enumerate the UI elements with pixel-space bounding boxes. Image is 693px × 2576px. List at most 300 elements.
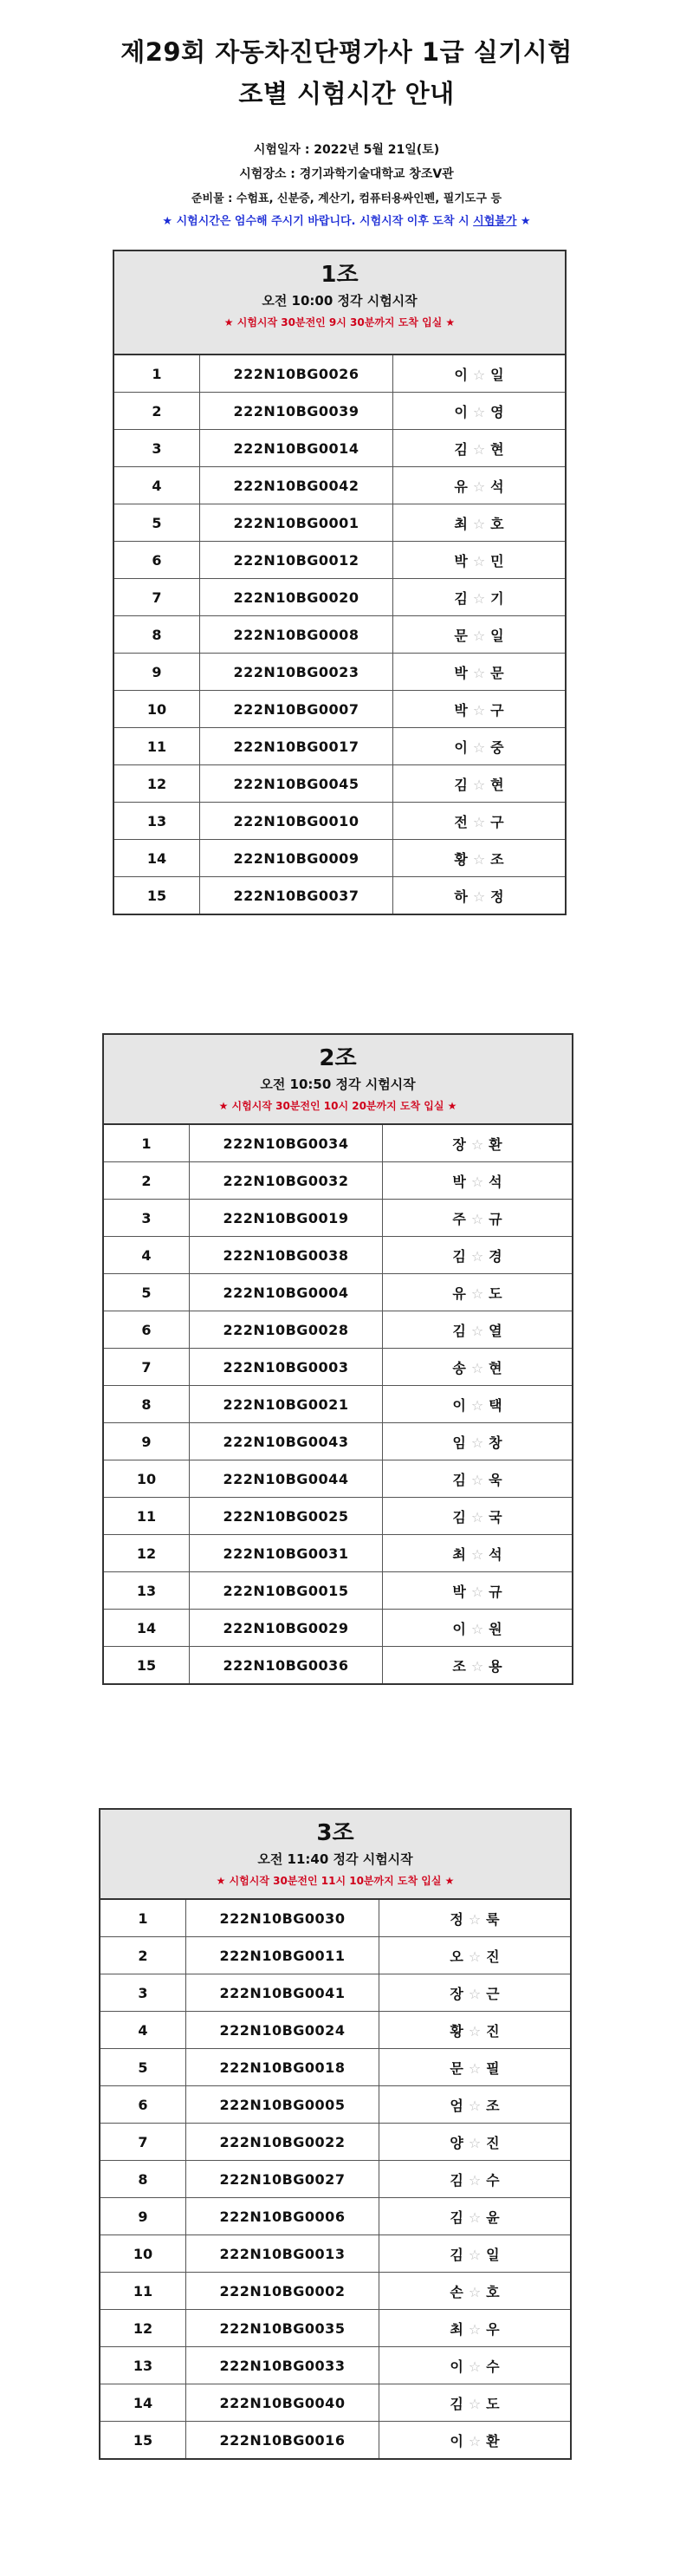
table-row (100, 2086, 570, 2124)
star-mask-icon: ☆ (470, 1583, 484, 1600)
star-mask-icon: ☆ (470, 1396, 484, 1414)
row-number: 9 (114, 654, 200, 691)
exam-id: 222N10BG0033 (186, 2347, 379, 2384)
group-block (102, 1033, 573, 1685)
exam-id: 222N10BG0030 (186, 1900, 379, 1937)
name-first-char: 조 (452, 1657, 466, 1675)
name-last-char: 중 (490, 738, 504, 756)
star-mask-icon: ☆ (468, 2134, 482, 2151)
name-first-char: 이 (450, 2358, 463, 2375)
name-last-char: 규 (489, 1583, 502, 1600)
examinee-name (379, 2049, 571, 2086)
table-row (104, 1200, 572, 1237)
table-row (100, 2124, 570, 2161)
table-row (114, 430, 565, 467)
star-mask-icon: ☆ (472, 701, 486, 719)
star-mask-icon: ☆ (472, 850, 486, 868)
name-first-char: 문 (450, 2059, 463, 2077)
name-last-char: 현 (490, 776, 504, 793)
name-last-char: 규 (489, 1210, 502, 1227)
name-first-char: 송 (452, 1359, 466, 1376)
examinee-name (383, 1162, 573, 1200)
exam-id: 222N10BG0043 (190, 1423, 383, 1460)
table-row (104, 1237, 572, 1274)
exam-id: 222N10BG0022 (186, 2124, 379, 2161)
star-mask-icon: ☆ (472, 589, 486, 607)
star-mask-icon: ☆ (468, 2246, 482, 2263)
star-mask-icon: ☆ (470, 1620, 484, 1637)
exam-id: 222N10BG0031 (190, 1535, 383, 1572)
row-number: 5 (114, 504, 200, 542)
row-number: 10 (100, 2235, 186, 2273)
examinee-name (383, 1386, 573, 1423)
row-number: 6 (100, 2086, 186, 2124)
examinee-name (393, 579, 566, 616)
star-mask-icon: ☆ (470, 1247, 484, 1265)
name-first-char: 김 (450, 2246, 463, 2263)
star-mask-icon: ☆ (472, 552, 486, 569)
name-first-char: 유 (452, 1285, 466, 1302)
row-number: 4 (104, 1237, 190, 1274)
table-row (104, 1647, 572, 1684)
name-first-char: 임 (452, 1434, 466, 1451)
star-mask-icon: ☆ (472, 813, 486, 830)
notice-emphasis: 시험불가 (473, 215, 517, 228)
group-header (104, 1035, 572, 1125)
table-row (114, 765, 565, 803)
star-mask-icon: ☆ (472, 440, 486, 458)
examinee-name (383, 1535, 573, 1572)
examinee-name (383, 1647, 573, 1684)
exam-id: 222N10BG0032 (190, 1162, 383, 1200)
examinee-name (383, 1237, 573, 1274)
row-number: 3 (114, 430, 200, 467)
name-first-char: 박 (452, 1583, 466, 1600)
name-last-char: 도 (486, 2395, 500, 2412)
name-first-char: 김 (450, 2171, 463, 2189)
name-last-char: 도 (489, 1285, 502, 1302)
exam-id: 222N10BG0012 (200, 542, 393, 579)
name-last-char: 수 (486, 2358, 500, 2375)
name-first-char: 이 (454, 403, 468, 420)
row-number: 4 (114, 467, 200, 504)
name-first-char: 주 (452, 1210, 466, 1227)
examinee-name (393, 654, 566, 691)
exam-id: 222N10BG0014 (200, 430, 393, 467)
examinee-name (393, 542, 566, 579)
examinee-name (393, 467, 566, 504)
table-row (104, 1460, 572, 1498)
group-name: 1조 (321, 262, 359, 288)
exam-place: 시험장소 : 경기과학기술대학교 창조V관 (239, 167, 454, 181)
examinee-table (100, 1900, 570, 2458)
examinee-name (383, 1274, 573, 1311)
group-start-time: 오전 10:50 정각 시험시작 (260, 1077, 416, 1092)
table-row (114, 877, 565, 914)
group-block (113, 250, 567, 915)
name-first-char: 문 (454, 627, 468, 644)
table-row (114, 616, 565, 654)
name-first-char: 김 (450, 2395, 463, 2412)
table-row (100, 2384, 570, 2422)
table-row (104, 1349, 572, 1386)
name-last-char: 수 (486, 2171, 500, 2189)
star-mask-icon: ☆ (470, 1173, 484, 1190)
table-row (100, 1974, 570, 2012)
name-first-char: 정 (450, 1910, 463, 1928)
table-row (104, 1610, 572, 1647)
row-number: 15 (114, 877, 200, 914)
examinee-name (393, 430, 566, 467)
group-start-time: 오전 11:40 정각 시험시작 (257, 1851, 413, 1867)
table-row (104, 1423, 572, 1460)
row-number: 14 (100, 2384, 186, 2422)
row-number: 1 (100, 1900, 186, 1937)
table-row (104, 1125, 572, 1162)
exam-id: 222N10BG0024 (186, 2012, 379, 2049)
star-mask-icon: ☆ (472, 515, 486, 532)
name-first-char: 박 (454, 552, 468, 569)
star-mask-icon: ☆ (470, 1285, 484, 1302)
examinee-name (383, 1423, 573, 1460)
supplies: 준비물 : 수험표, 신분증, 계산기, 컴퓨터용싸인펜, 필기도구 등 (191, 192, 502, 205)
table-row (114, 467, 565, 504)
name-last-char: 호 (486, 2283, 500, 2300)
name-last-char: 원 (489, 1620, 502, 1637)
row-number: 4 (100, 2012, 186, 2049)
star-mask-icon: ☆ (472, 738, 486, 756)
table-row (100, 2161, 570, 2198)
row-number: 2 (104, 1162, 190, 1200)
examinee-name (383, 1610, 573, 1647)
star-mask-icon: ☆ (468, 2059, 482, 2077)
name-last-char: 근 (486, 1985, 500, 2002)
name-last-char: 석 (489, 1545, 502, 1563)
name-first-char: 장 (452, 1135, 466, 1153)
star-mask-icon: ☆ (468, 2208, 482, 2226)
name-first-char: 김 (454, 776, 468, 793)
examinee-name (383, 1200, 573, 1237)
exam-id: 222N10BG0009 (200, 840, 393, 877)
exam-id: 222N10BG0045 (200, 765, 393, 803)
row-number: 7 (114, 579, 200, 616)
star-mask-icon: ☆ (472, 664, 486, 681)
star-mask-icon: ☆ (468, 1985, 482, 2002)
exam-id: 222N10BG0040 (186, 2384, 379, 2422)
name-first-char: 최 (452, 1545, 466, 1563)
examinee-table (114, 355, 565, 914)
name-first-char: 박 (454, 701, 468, 719)
exam-id: 222N10BG0019 (190, 1200, 383, 1237)
table-row (114, 355, 565, 393)
row-number: 11 (104, 1498, 190, 1535)
star-mask-icon: ☆ (472, 366, 486, 383)
exam-id: 222N10BG0041 (186, 1974, 379, 2012)
star-mask-icon: ☆ (470, 1471, 484, 1488)
table-row (114, 691, 565, 728)
name-first-char: 김 (452, 1471, 466, 1488)
name-first-char: 이 (450, 2432, 463, 2449)
row-number: 6 (114, 542, 200, 579)
exam-id: 222N10BG0001 (200, 504, 393, 542)
name-first-char: 오 (450, 1948, 463, 1965)
examinee-name (379, 1974, 571, 2012)
examinee-name (379, 2347, 571, 2384)
table-row (100, 1937, 570, 1974)
name-last-char: 현 (490, 440, 504, 458)
row-number: 14 (114, 840, 200, 877)
name-last-char: 일 (486, 2246, 500, 2263)
exam-id: 222N10BG0026 (200, 355, 393, 393)
examinee-name (393, 803, 566, 840)
name-last-char: 우 (486, 2320, 500, 2338)
exam-id: 222N10BG0034 (190, 1125, 383, 1162)
table-row (100, 2347, 570, 2384)
star-icon: ★ (520, 215, 531, 228)
row-number: 9 (100, 2198, 186, 2235)
name-first-char: 유 (454, 478, 468, 495)
exam-id: 222N10BG0038 (190, 1237, 383, 1274)
exam-id: 222N10BG0023 (200, 654, 393, 691)
group-start-time: 오전 10:00 정각 시험시작 (262, 293, 418, 309)
examinee-name (379, 2273, 571, 2310)
group-name: 2조 (319, 1045, 357, 1071)
name-last-char: 조 (486, 2097, 500, 2114)
name-first-char: 이 (454, 738, 468, 756)
name-last-char: 구 (490, 813, 504, 830)
row-number: 13 (114, 803, 200, 840)
group-arrival-note: ★ 시험시작 30분전인 9시 30분까지 도착 입실 ★ (223, 316, 456, 329)
exam-id: 222N10BG0037 (200, 877, 393, 914)
name-last-char: 창 (489, 1434, 502, 1451)
examinee-name (379, 2422, 571, 2459)
examinee-name (379, 2235, 571, 2273)
name-last-char: 택 (489, 1396, 502, 1414)
name-last-char: 기 (490, 589, 504, 607)
name-first-char: 이 (454, 366, 468, 383)
row-number: 7 (100, 2124, 186, 2161)
star-mask-icon: ☆ (468, 1948, 482, 1965)
examinee-name (393, 877, 566, 914)
name-last-char: 정 (490, 888, 504, 905)
table-row (114, 803, 565, 840)
examinee-table (104, 1125, 572, 1683)
name-last-char: 석 (489, 1173, 502, 1190)
table-row (100, 2422, 570, 2459)
examinee-name (393, 504, 566, 542)
examinee-name (383, 1311, 573, 1349)
examinee-name (379, 2161, 571, 2198)
page-title: 제29회 자동차진단평가사 1급 실기시험 (120, 37, 573, 67)
examinee-name (393, 728, 566, 765)
star-mask-icon: ☆ (470, 1135, 484, 1153)
star-mask-icon: ☆ (472, 627, 486, 644)
exam-id: 222N10BG0025 (190, 1498, 383, 1535)
examinee-name (379, 1900, 571, 1937)
row-number: 1 (114, 355, 200, 393)
exam-id: 222N10BG0003 (190, 1349, 383, 1386)
table-row (114, 579, 565, 616)
examinee-name (379, 2310, 571, 2347)
name-last-char: 윤 (486, 2208, 500, 2226)
row-number: 6 (104, 1311, 190, 1349)
name-last-char: 환 (489, 1135, 502, 1153)
row-number: 11 (114, 728, 200, 765)
examinee-name (393, 691, 566, 728)
star-mask-icon: ☆ (468, 2395, 482, 2412)
name-last-char: 일 (490, 366, 504, 383)
name-first-char: 박 (454, 664, 468, 681)
name-first-char: 전 (454, 813, 468, 830)
examinee-name (393, 840, 566, 877)
notice-text: 시험시간은 엄수해 주시기 바랍니다. 시험시작 이후 도착 시 (176, 215, 474, 228)
row-number: 13 (104, 1572, 190, 1610)
group-arrival-note: ★ 시험시작 30분전인 11시 10분까지 도착 입실 ★ (216, 1875, 455, 1887)
name-first-char: 박 (452, 1173, 466, 1190)
exam-id: 222N10BG0027 (186, 2161, 379, 2198)
exam-id: 222N10BG0017 (200, 728, 393, 765)
name-last-char: 열 (489, 1322, 502, 1339)
star-mask-icon: ☆ (472, 478, 486, 495)
examinee-name (383, 1460, 573, 1498)
star-mask-icon: ☆ (468, 2022, 482, 2039)
star-mask-icon: ☆ (470, 1359, 484, 1376)
table-row (104, 1311, 572, 1349)
star-mask-icon: ☆ (468, 2097, 482, 2114)
exam-id: 222N10BG0010 (200, 803, 393, 840)
name-first-char: 손 (450, 2283, 463, 2300)
table-row (100, 2198, 570, 2235)
exam-id: 222N10BG0005 (186, 2086, 379, 2124)
table-row (100, 2012, 570, 2049)
group-header (114, 251, 565, 355)
examinee-name (379, 2384, 571, 2422)
group-name: 3조 (316, 1820, 354, 1846)
table-row (100, 2310, 570, 2347)
star-mask-icon: ☆ (472, 776, 486, 793)
table-row (100, 1900, 570, 1937)
star-mask-icon: ☆ (470, 1322, 484, 1339)
name-last-char: 국 (489, 1508, 502, 1525)
name-last-char: 욱 (489, 1471, 502, 1488)
name-last-char: 민 (490, 552, 504, 569)
star-mask-icon: ☆ (470, 1434, 484, 1451)
exam-id: 222N10BG0021 (190, 1386, 383, 1423)
exam-id: 222N10BG0042 (200, 467, 393, 504)
name-last-char: 환 (486, 2432, 500, 2449)
name-last-char: 구 (490, 701, 504, 719)
star-mask-icon: ☆ (472, 888, 486, 905)
table-row (104, 1386, 572, 1423)
name-last-char: 진 (486, 2134, 500, 2151)
examinee-name (379, 2086, 571, 2124)
name-first-char: 이 (452, 1396, 466, 1414)
name-first-char: 엄 (450, 2097, 463, 2114)
name-first-char: 장 (450, 1985, 463, 2002)
exam-id: 222N10BG0044 (190, 1460, 383, 1498)
name-first-char: 황 (454, 850, 468, 868)
name-last-char: 석 (490, 478, 504, 495)
exam-id: 222N10BG0008 (200, 616, 393, 654)
table-row (104, 1535, 572, 1572)
exam-id: 222N10BG0018 (186, 2049, 379, 2086)
star-icon: ★ (162, 215, 173, 228)
table-row (114, 728, 565, 765)
examinee-name (379, 2012, 571, 2049)
star-mask-icon: ☆ (468, 2283, 482, 2300)
group-block (99, 1808, 572, 2460)
exam-id: 222N10BG0011 (186, 1937, 379, 1974)
table-row (100, 2273, 570, 2310)
page-subtitle: 조별 시험시간 안내 (238, 79, 455, 108)
name-last-char: 조 (490, 850, 504, 868)
star-mask-icon: ☆ (468, 2358, 482, 2375)
row-number: 7 (104, 1349, 190, 1386)
row-number: 10 (114, 691, 200, 728)
name-last-char: 룩 (486, 1910, 500, 1928)
name-first-char: 김 (454, 440, 468, 458)
exam-id: 222N10BG0029 (190, 1610, 383, 1647)
row-number: 8 (104, 1386, 190, 1423)
table-row (114, 654, 565, 691)
exam-id: 222N10BG0016 (186, 2422, 379, 2459)
examinee-name (383, 1349, 573, 1386)
exam-id: 222N10BG0028 (190, 1311, 383, 1349)
row-number: 13 (100, 2347, 186, 2384)
table-row (114, 504, 565, 542)
name-last-char: 경 (489, 1247, 502, 1265)
exam-id: 222N10BG0002 (186, 2273, 379, 2310)
name-last-char: 문 (490, 664, 504, 681)
row-number: 5 (104, 1274, 190, 1311)
examinee-name (393, 355, 566, 393)
exam-id: 222N10BG0004 (190, 1274, 383, 1311)
row-number: 2 (100, 1937, 186, 1974)
exam-id: 222N10BG0006 (186, 2198, 379, 2235)
name-first-char: 최 (454, 515, 468, 532)
name-last-char: 진 (486, 1948, 500, 1965)
name-first-char: 황 (450, 2022, 463, 2039)
row-number: 12 (114, 765, 200, 803)
examinee-name (379, 2124, 571, 2161)
table-row (104, 1162, 572, 1200)
name-first-char: 이 (452, 1620, 466, 1637)
examinee-name (393, 765, 566, 803)
star-mask-icon: ☆ (468, 2320, 482, 2338)
row-number: 11 (100, 2273, 186, 2310)
row-number: 12 (100, 2310, 186, 2347)
row-number: 2 (114, 393, 200, 430)
name-first-char: 하 (454, 888, 468, 905)
table-row (114, 393, 565, 430)
row-number: 1 (104, 1125, 190, 1162)
star-mask-icon: ☆ (468, 2432, 482, 2449)
exam-id: 222N10BG0036 (190, 1647, 383, 1684)
exam-id: 222N10BG0020 (200, 579, 393, 616)
row-number: 3 (104, 1200, 190, 1237)
exam-id: 222N10BG0015 (190, 1572, 383, 1610)
table-row (104, 1274, 572, 1311)
name-last-char: 일 (490, 627, 504, 644)
examinee-name (383, 1498, 573, 1535)
group-arrival-note: ★ 시험시작 30분전인 10시 20분까지 도착 입실 ★ (218, 1100, 457, 1112)
examinee-name (379, 1937, 571, 1974)
star-mask-icon: ☆ (468, 2171, 482, 2189)
name-last-char: 현 (489, 1359, 502, 1376)
name-last-char: 필 (486, 2059, 500, 2077)
exam-id: 222N10BG0013 (186, 2235, 379, 2273)
exam-id: 222N10BG0039 (200, 393, 393, 430)
